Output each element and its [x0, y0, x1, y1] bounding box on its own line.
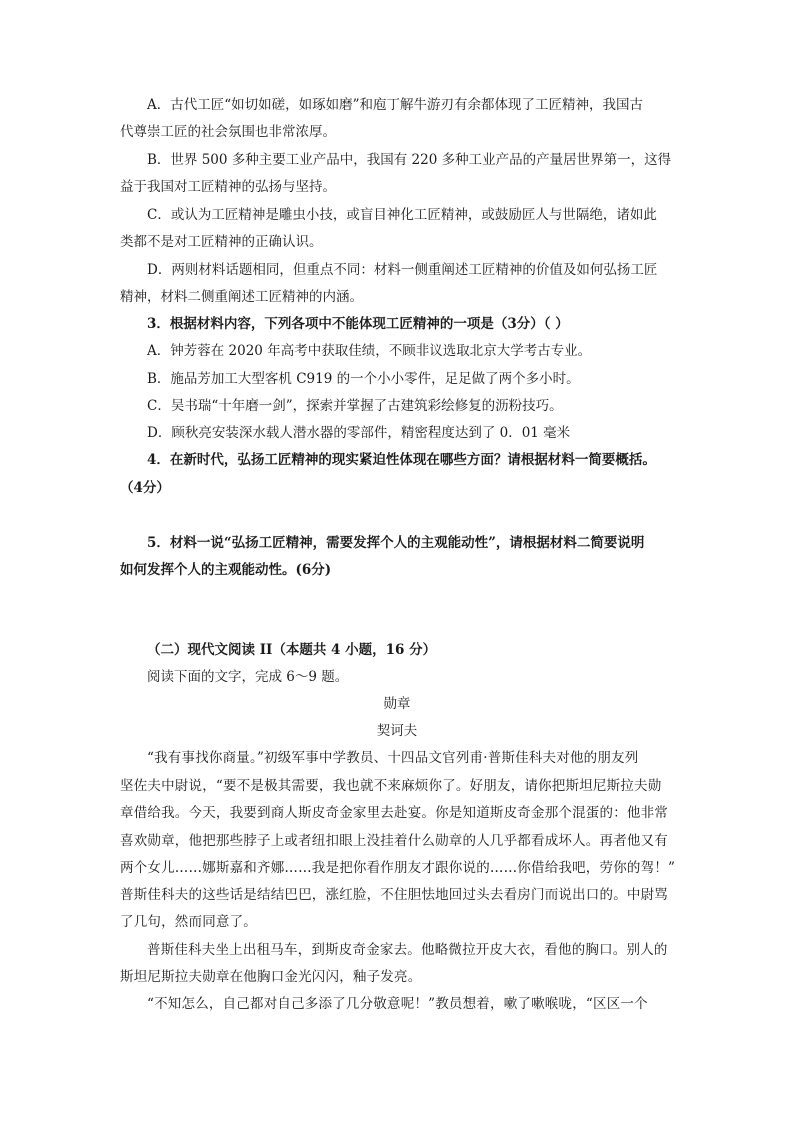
- question-3-stem: 3．根据材料内容，下列各项中不能体现工匠精神的一项是（3分）（ ）: [147, 316, 569, 332]
- story-paragraph-1-line-6: 普斯佳科夫的这些话是结结巴巴，涨红脸，不住胆怯地回过头去看房门而说出口的。中尉骂: [120, 887, 668, 903]
- option-b-line1: B．世界 500 多种主要工业产品中，我国有 220 多种工业产品的产量居世界第一，这得: [147, 152, 672, 168]
- question-5-line1: 5．材料一说“弘扬工匠精神，需要发挥个人的主观能动性”，请根据材料二简要说明: [147, 535, 645, 551]
- question-3-option-c: C．吴书瑞“十年磨一剑”，探索并掌握了古建筑彩绘修复的沥粉技巧。: [147, 398, 563, 414]
- section-heading: （二）现代文阅读 II（本题共 4 小题，16 分）: [147, 642, 437, 658]
- story-paragraph-2-line-1: 普斯佳科夫坐上出租马车，到斯皮奇金家去。他略微拉开皮大衣，看他的胸口。别人的: [147, 942, 668, 958]
- story-paragraph-1-line-3: 章借给我。今天，我要到商人斯皮奇金家里去赴宴。你是知道斯皮奇金那个混蛋的：他非常: [120, 805, 668, 821]
- question-3-option-d: D．顾秋亮安装深水载人潜水器的零部件，精密程度达到了 0．01 毫米: [147, 425, 571, 441]
- story-author: 契诃夫: [376, 723, 418, 739]
- question-4-line2: （4分）: [120, 480, 170, 496]
- option-b-line2: 益于我国对工匠精神的弘扬与坚持。: [120, 179, 336, 195]
- story-paragraph-1-line-5: 两个女儿……娜斯嘉和齐娜……我是把你看作朋友才跟你说的……你借给我吧，劳你的驾！”: [120, 860, 676, 876]
- story-paragraph-2-line-2: 斯坦尼斯拉夫勋章在他胸口金光闪闪，釉子发亮。: [120, 969, 422, 985]
- option-a-line2: 代尊崇工匠的社会氛围也非常浓厚。: [120, 124, 336, 140]
- story-paragraph-3-line-1: “不知怎么，自己都对自己多添了几分敬意呢！”教员想着，嗽了嗽喉咙，“区区一个: [147, 996, 648, 1012]
- option-a-line1: A．古代工匠“如切如磋，如琢如磨”和庖丁解牛游刃有余都体现了工匠精神，我国古: [147, 97, 644, 113]
- question-3-option-b: B．施品芳加工大型客机 C919 的一个小小零件，足足做了两个多小时。: [147, 371, 580, 387]
- option-d-line2: 精神，材料二侧重阐述工匠精神的内涵。: [120, 289, 363, 305]
- option-c-line2: 类都不是对工匠精神的正确认识。: [120, 234, 323, 250]
- story-paragraph-1-line-7: 了几句，然而同意了。: [120, 914, 257, 930]
- question-3-option-a: A．钟芳蓉在 2020 年高考中获取佳绩，不顾非议选取北京大学考古专业。: [147, 343, 592, 359]
- question-5-line2: 如何发挥个人的主观能动性。(6分): [120, 562, 332, 578]
- question-4-line1: 4．在新时代，弘扬工匠精神的现实紧迫性体现在哪些方面？请根据材料一简要概括。: [147, 452, 656, 468]
- story-paragraph-1-line-2: 坚佐夫中尉说，“要不是极其需要，我也就不来麻烦你了。好朋友，请你把斯坦尼斯拉夫勋: [120, 778, 662, 794]
- option-d-line1: D．两则材料话题相同，但重点不同：材料一侧重阐述工匠精神的价值及如何弘扬工匠: [147, 262, 658, 278]
- story-paragraph-1-line-4: 喜欢勋章，他把那些脖子上或者纽扣眼上没挂着什么勋章的人几乎都看成坏人。再者他又有: [120, 833, 668, 849]
- section-instruction: 阅读下面的文字，完成 6～9 题。: [147, 669, 349, 685]
- story-title: 勋章: [383, 696, 411, 712]
- story-paragraph-1-line-1: “我有事找你商量。”初级军事中学教员、十四品文官列甫·普斯佳科夫对他的朋友列: [147, 750, 639, 766]
- option-c-line1: C．或认为工匠精神是雕虫小技，或盲目神化工匠精神，或鼓励匠人与世隔绝，诸如此: [147, 207, 657, 223]
